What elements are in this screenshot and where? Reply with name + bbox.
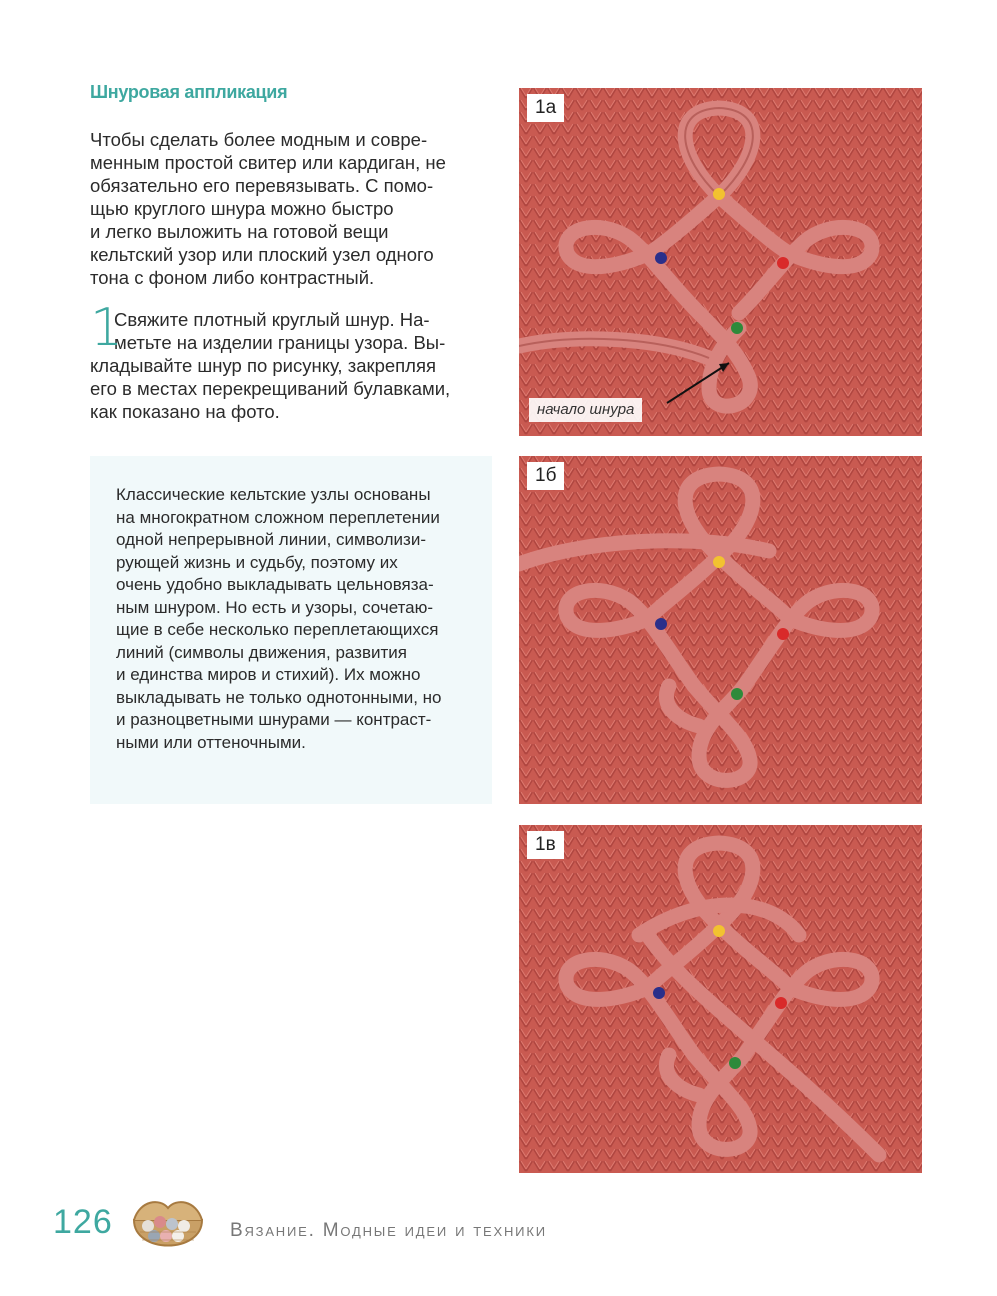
info-line: Классические кельтские узлы основаны (116, 485, 431, 504)
photo-1a (519, 88, 922, 436)
book-title: Вязание. Модные идеи и техники (230, 1220, 547, 1241)
info-text (116, 484, 442, 754)
page-number: 126 (53, 1203, 113, 1241)
intro-line: менным простой свитер или кардиган, не (90, 152, 446, 173)
photo-1b-image (519, 456, 922, 804)
photo-1a-image (519, 88, 922, 436)
intro-line: кельтский узор или плоский узел одного (90, 244, 434, 265)
info-line: очень удобно выкладывать цельновяза- (116, 575, 434, 594)
photo-1c (519, 825, 922, 1173)
photo-1b (519, 456, 922, 804)
section-title: Шнуровая аппликация (90, 82, 288, 102)
info-box (90, 456, 492, 804)
photo-label: 1а (527, 94, 564, 122)
intro-line: и легко выложить на готовой вещи (90, 221, 389, 242)
yarn-basket-icon (130, 1196, 206, 1258)
info-line: щие в себе несколько переплетающихся (116, 620, 439, 639)
step-1 (90, 298, 510, 423)
step-number: 1 (90, 298, 124, 358)
intro-line: тона с фоном либо контрастный. (90, 267, 375, 288)
info-line: одной непрерывной линии, символизи- (116, 530, 427, 549)
photo-caption: начало шнура (529, 398, 642, 422)
step-line: как показано на фото. (90, 401, 280, 422)
step-text (90, 308, 510, 423)
info-line: выкладывать не только однотонными, но (116, 687, 442, 707)
step-line: Свяжите плотный круглый шнур. На- (114, 309, 430, 330)
info-line: ными или оттеночными. (116, 732, 306, 752)
info-line: рующей жизнь и судьбу, поэтому их (116, 552, 398, 572)
intro-line: Чтобы сделать более модным и совре- (90, 129, 428, 150)
step-line: метьте на изделии границы узора. Вы- (114, 332, 446, 353)
photo-label: 1в (527, 831, 564, 859)
info-line: и разноцветными шнурами — контраст- (116, 710, 432, 729)
info-line: на многократном сложном переплетении (116, 507, 440, 527)
intro-line: щью круглого шнура можно быстро (90, 198, 394, 219)
step-line: его в местах перекрещиваний булавками, (90, 378, 451, 399)
info-line: и единства миров и стихий). Их можно (116, 665, 421, 684)
info-line: линий (символы движения, развития (116, 642, 407, 662)
intro-paragraph (90, 128, 500, 289)
info-line: ным шнуром. Но есть и узоры, сочетаю- (116, 597, 434, 617)
photo-1c-image (519, 825, 922, 1173)
intro-line: обязательно его перевязывать. С помо- (90, 175, 434, 196)
photo-label: 1б (527, 462, 564, 490)
step-line: кладывайте шнур по рисунку, закрепляя (90, 355, 436, 376)
